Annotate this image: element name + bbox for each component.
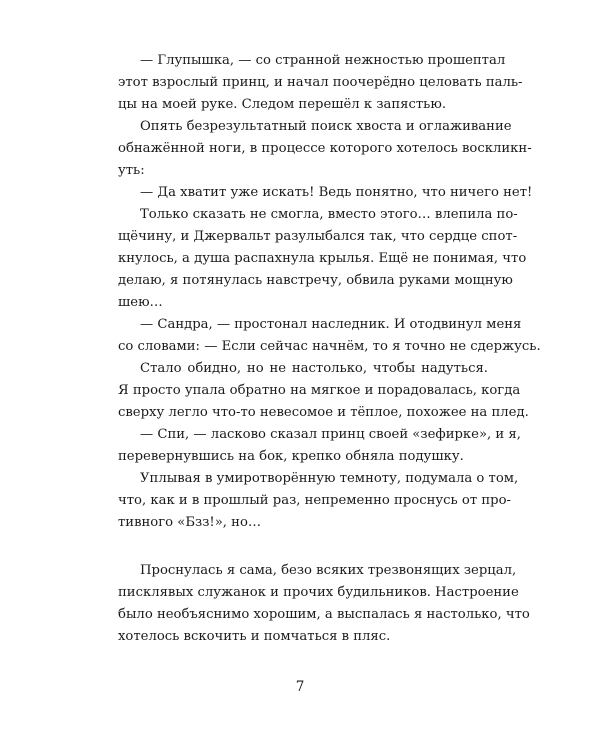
text-line: — Спи, — ласково сказал принц своей «зефирке», и я, — [140, 427, 521, 442]
text-line: щёчину, и Джервальт разулыбался так, что сердце спот- — [118, 229, 518, 244]
text-line: тивного «Бзз!», но… — [118, 515, 262, 530]
text-line: — Глупышка, — со странной нежностью прошептал — [140, 53, 506, 68]
text-line: Уплывая в умиротворённую темноту, подумала о том, — [140, 471, 519, 486]
text-line: что, как и в прошлый раз, непременно проснусь от про- — [118, 493, 511, 508]
text-line: шею… — [118, 295, 163, 310]
text-line: этот взрослый принц, и начал поочерёдно целовать паль- — [118, 75, 523, 90]
text-line: Я просто упала обратно на мягкое и порадовалась, когда — [118, 383, 521, 398]
text-line: было необъяснимо хорошим, а выспалась я настолько, что — [118, 607, 530, 622]
text-line: Опять безрезультатный поиск хвоста и оглаживание — [140, 119, 512, 134]
text-line: обнажённой ноги, в процессе которого хотелось воскликн- — [118, 141, 532, 156]
text-line: хотелось вскочить и помчаться в пляс. — [118, 629, 391, 644]
text-line: делаю, я потянулась навстречу, обвила руками мощную — [118, 273, 513, 288]
text-line: уть: — [118, 163, 145, 178]
text-line: кнулось, а душа распахнула крылья. Ещё не понимая, что — [118, 251, 527, 266]
text-line: писклявых служанок и прочих будильников. Настроение — [118, 585, 519, 600]
text-line: сверху легло что-то невесомое и тёплое, похожее на плед. — [118, 405, 529, 420]
text-line: цы на моей руке. Следом перешёл к запястью. — [118, 97, 447, 112]
text-line: перевернувшись на бок, крепко обняла подушку. — [118, 449, 464, 464]
text-line: Проснулась я сама, безо всяких трезвонящих зерцал, — [140, 563, 517, 578]
page-number: 7 — [295, 679, 305, 695]
text-line: со словами: — Если сейчас начнём, то я точно не сдержусь. — [118, 339, 541, 354]
text-line: — Сандра, — простонал наследник. И отодвинул меня — [140, 317, 522, 332]
text-line: Стало обидно, но не настолько, чтобы надуться. — [140, 361, 488, 376]
text-line: Только сказать не смогла, вместо этого… влепила по- — [140, 207, 518, 222]
text-line: — Да хватит уже искать! Ведь понятно, что ничего нет! — [140, 185, 533, 200]
